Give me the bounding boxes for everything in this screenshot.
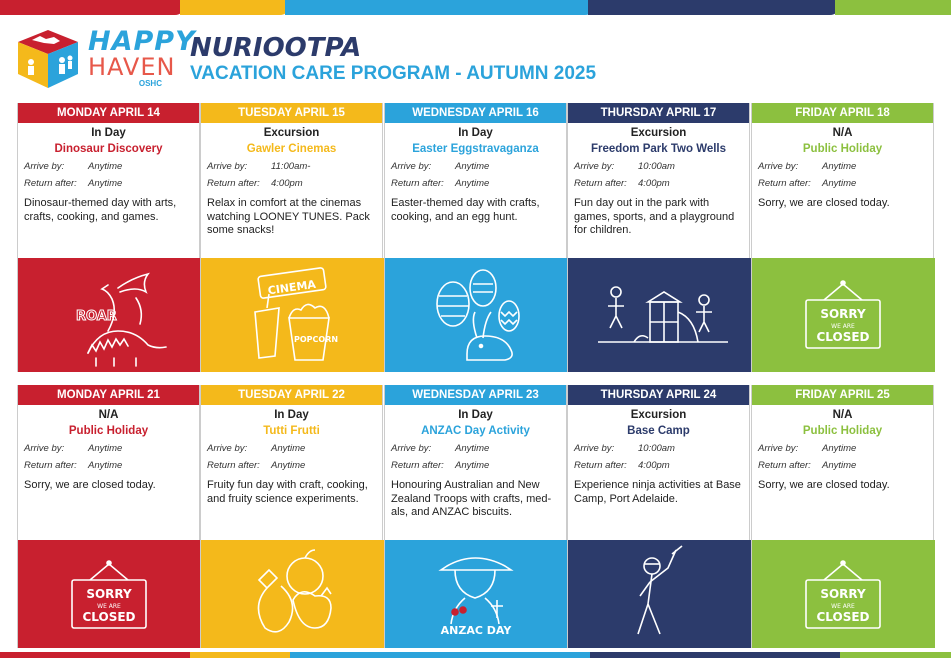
activity-name: Public Holiday: [802, 425, 883, 437]
return-row: [18, 178, 199, 195]
activity-type: Excursion: [263, 127, 320, 139]
day-heading: MONDAY APRIL 14: [18, 103, 199, 123]
fruit-icon: [201, 540, 384, 648]
cinema-icon: [201, 258, 384, 372]
popcorn-text: POPCORN: [294, 335, 339, 344]
activity-type: In Day: [91, 127, 126, 139]
playground-icon: [568, 258, 751, 372]
sign-sorry-text: SORRY: [86, 587, 132, 601]
activity-type: N/A: [832, 127, 853, 139]
sign-closed-text: CLOSED: [82, 610, 136, 624]
return-label: Return after:: [207, 178, 260, 189]
day-heading: FRIDAY APRIL 25: [752, 385, 933, 405]
activity-description: Honouring Australian and New Zealand Troops with crafts, med-als, and ANZAC biscuits.: [391, 479, 552, 518]
return-row: [385, 178, 566, 195]
sign-we-are-text: WE ARE: [831, 603, 855, 610]
logo-oshc-text: OSHC: [138, 79, 162, 88]
day-card-wednesday-april-23: [384, 385, 567, 648]
arrive-value: Anytime: [88, 161, 123, 172]
arrive-label: Arrive by:: [758, 161, 799, 172]
day-card-tuesday-april-15: [200, 103, 383, 372]
return-row: [568, 460, 749, 477]
return-value: 4:00pm: [638, 460, 670, 471]
return-label: Return after:: [207, 460, 260, 471]
sign-sorry-text: SORRY: [820, 307, 866, 321]
activity-name: Easter Eggstravaganza: [412, 143, 539, 155]
day-card-thursday-april-24: [567, 385, 750, 648]
logo-happy-text: HAPPY: [88, 26, 196, 57]
closed-sign-icon: [752, 540, 935, 648]
arrive-label: Arrive by:: [758, 443, 799, 454]
logo-haven-text: HAVEN: [88, 53, 176, 81]
day-card-friday-april-25: [751, 385, 934, 648]
arrive-row: [752, 161, 933, 178]
logo-cube-icon: [14, 26, 82, 90]
return-label: Return after:: [24, 460, 77, 471]
activity-type: N/A: [98, 409, 119, 421]
bottom-color-stripe: [0, 652, 951, 658]
day-card-monday-april-21: [17, 385, 200, 648]
arrive-value: Anytime: [271, 443, 306, 454]
arrive-row: [385, 443, 566, 460]
return-label: Return after:: [391, 460, 444, 471]
day-card-tuesday-april-22: [200, 385, 383, 648]
cinema-sign-text: CINEMA: [266, 277, 317, 298]
arrive-value: Anytime: [822, 443, 857, 454]
sign-sorry-text: SORRY: [820, 587, 866, 601]
arrive-value: 10:00am: [638, 161, 675, 172]
arrive-label: Arrive by:: [24, 161, 65, 172]
return-value: Anytime: [455, 460, 490, 471]
arrive-row: [18, 161, 199, 178]
day-heading: THURSDAY APRIL 17: [568, 103, 749, 123]
day-heading: TUESDAY APRIL 22: [201, 385, 382, 405]
easter-icon: [385, 258, 568, 372]
day-heading: FRIDAY APRIL 18: [752, 103, 933, 123]
day-card-friday-april-18: [751, 103, 934, 372]
arrive-label: Arrive by:: [24, 443, 65, 454]
return-value: Anytime: [455, 178, 490, 189]
return-row: [201, 178, 382, 195]
activity-type: In Day: [458, 409, 493, 421]
return-row: [568, 178, 749, 195]
day-card-monday-april-14: [17, 103, 200, 372]
closed-sign-icon: [18, 540, 201, 648]
ninja-icon: [568, 540, 751, 648]
day-card-wednesday-april-16: [384, 103, 567, 372]
activity-type: In Day: [274, 409, 309, 421]
arrive-row: [18, 443, 199, 460]
arrive-row: [385, 161, 566, 178]
return-value: Anytime: [88, 460, 123, 471]
sign-we-are-text: WE ARE: [97, 603, 121, 610]
day-heading: TUESDAY APRIL 15: [201, 103, 382, 123]
arrive-value: 10:00am: [638, 443, 675, 454]
activity-description: Relax in comfort at the cinemas watching LOONEY TUNES. Pack some snacks!: [207, 197, 370, 236]
activity-description: Easter-themed day with crafts, cooking, and an egg hunt.: [391, 197, 540, 223]
activity-name: Base Camp: [627, 425, 690, 437]
arrive-label: Arrive by:: [391, 443, 432, 454]
return-label: Return after:: [574, 178, 627, 189]
return-row: [18, 460, 199, 477]
return-value: Anytime: [88, 178, 123, 189]
arrive-row: [201, 161, 382, 178]
sign-closed-text: CLOSED: [816, 330, 870, 344]
return-label: Return after:: [758, 460, 811, 471]
day-heading: WEDNESDAY APRIL 16: [385, 103, 566, 123]
page-subtitle: VACATION CARE PROGRAM - AUTUMN 2025: [190, 63, 597, 84]
activity-name: Gawler Cinemas: [246, 143, 337, 155]
activity-description: Fruity fun day with craft, cooking, and fruity science experiments.: [207, 479, 368, 505]
return-label: Return after:: [758, 178, 811, 189]
return-row: [385, 460, 566, 477]
activity-type: Excursion: [630, 409, 687, 421]
arrive-row: [752, 443, 933, 460]
activity-name: Dinosaur Discovery: [54, 143, 163, 155]
arrive-label: Arrive by:: [207, 443, 248, 454]
activity-description: Sorry, we are closed today.: [758, 197, 890, 209]
return-value: Anytime: [822, 178, 857, 189]
activity-description: Sorry, we are closed today.: [758, 479, 890, 491]
activity-description: Fun day out in the park with games, sports, and a playground for children.: [574, 197, 735, 236]
return-row: [752, 460, 933, 477]
return-label: Return after:: [574, 460, 627, 471]
anzac-icon: [385, 540, 568, 648]
arrive-row: [201, 443, 382, 460]
activity-type: In Day: [458, 127, 493, 139]
activity-name: Public Holiday: [802, 143, 883, 155]
return-value: Anytime: [822, 460, 857, 471]
anzac-day-text: ANZAC DAY: [440, 624, 512, 637]
activity-type: N/A: [832, 409, 853, 421]
activity-name: Freedom Park Two Wells: [590, 143, 727, 155]
return-value: Anytime: [271, 460, 306, 471]
activity-description: Dinosaur-themed day with arts, crafts, cooking, and games.: [24, 197, 177, 223]
return-label: Return after:: [24, 178, 77, 189]
day-heading: WEDNESDAY APRIL 23: [385, 385, 566, 405]
arrive-label: Arrive by:: [391, 161, 432, 172]
closed-sign-icon: [752, 258, 935, 372]
activity-name: Tutti Frutti: [263, 425, 320, 437]
return-value: 4:00pm: [638, 178, 670, 189]
happy-haven-logo: [14, 26, 196, 92]
arrive-value: Anytime: [455, 443, 490, 454]
day-card-thursday-april-17: [567, 103, 750, 372]
activity-description: Experience ninja activities at Base Camp, Port Adelaide.: [574, 479, 741, 505]
activity-description: Sorry, we are closed today.: [24, 479, 156, 491]
day-heading: MONDAY APRIL 21: [18, 385, 199, 405]
day-heading: THURSDAY APRIL 24: [568, 385, 749, 405]
arrive-value: Anytime: [455, 161, 490, 172]
return-row: [752, 178, 933, 195]
page-title: NURIOOTPA: [190, 33, 362, 63]
activity-type: Excursion: [630, 127, 687, 139]
arrive-value: Anytime: [88, 443, 123, 454]
sign-closed-text: CLOSED: [816, 610, 870, 624]
return-row: [201, 460, 382, 477]
arrive-value: Anytime: [822, 161, 857, 172]
arrive-row: [568, 161, 749, 178]
top-color-stripe: [0, 0, 951, 15]
activity-name: ANZAC Day Activity: [421, 425, 530, 437]
arrive-label: Arrive by:: [574, 161, 615, 172]
dinosaur-icon: [18, 258, 201, 372]
arrive-label: Arrive by:: [207, 161, 248, 172]
return-label: Return after:: [391, 178, 444, 189]
activity-name: Public Holiday: [68, 425, 149, 437]
arrive-value: 11:00am-: [271, 161, 311, 172]
sign-we-are-text: WE ARE: [831, 323, 855, 330]
arrive-row: [568, 443, 749, 460]
dino-roar-text: ROAR: [76, 309, 117, 324]
return-value: 4:00pm: [271, 178, 303, 189]
arrive-label: Arrive by:: [574, 443, 615, 454]
